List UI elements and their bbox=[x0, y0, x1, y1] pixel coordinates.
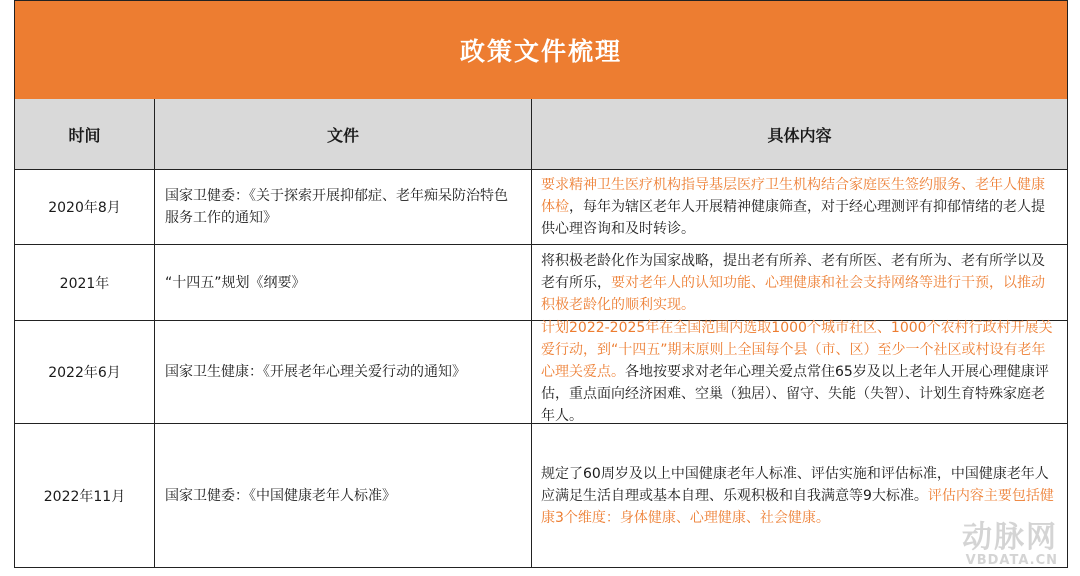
watermark-main: 动脉网 bbox=[962, 520, 1058, 555]
content-highlight: 要对老年人的认知功能、心理健康和社会支持网络等进行干预，以推动积极老龄化的顺利实现。 bbox=[541, 274, 1045, 313]
row-time: 2022年6月 bbox=[15, 321, 155, 423]
row-document: “十四五”规划《纲要》 bbox=[155, 245, 532, 320]
row-document: 国家卫生健康：《开展老年心理关爱行动的通知》 bbox=[155, 321, 532, 423]
table-row bbox=[15, 424, 1067, 568]
header-content: 具体内容 bbox=[767, 125, 832, 145]
policy-table bbox=[14, 0, 1068, 568]
content-highlight: 要求精神卫生医疗机构指导基层医疗卫生机构结合家庭医生签约服务、老年人健康体检 bbox=[541, 176, 1045, 215]
table-row bbox=[15, 169, 1067, 245]
content-text: ，每年为辖区老年人开展精神健康筛查，对于经心理测评有抑郁情绪的老人提供心理咨询和及时转诊。 bbox=[541, 198, 1045, 237]
row-time: 2021年 bbox=[15, 245, 155, 320]
content-text: 各地按要求对老年心理关爱点常住65岁及以上老年人开展心理健康评估，重点面向经济困难、空巢（独居）、留守、失能（失智）、计划生育特殊家庭老年人。 bbox=[541, 364, 1049, 424]
row-time: 2020年8月 bbox=[15, 169, 155, 244]
content-text: 将积极老龄化作为国家战略，提出老有所养、老有所医、老有所为、老有所学以及老有所乐， bbox=[541, 252, 1045, 291]
watermark-sub: VBDATA.CN bbox=[965, 553, 1058, 568]
table-row bbox=[15, 321, 1067, 424]
table-row bbox=[15, 245, 1067, 321]
content-text: 规定了60周岁及以上中国健康老年人标准、评估实施和评估标准，中国健康老年人应满足生活自理或基本自理、乐观积极和自我满意等9大标准。 bbox=[541, 466, 1049, 504]
row-content bbox=[532, 245, 1067, 320]
header-time: 时间 bbox=[15, 99, 155, 169]
row-time: 2022年11月 bbox=[15, 424, 155, 568]
header-document: 文件 bbox=[155, 99, 532, 169]
row-content bbox=[532, 424, 1067, 568]
row-content bbox=[532, 321, 1067, 423]
content-highlight: 计划2022-2025年在全国范围内选取1000个城市社区、1000个农村行政村开展关爱行动，到“十四五”期末原则上全国每个县（市、区）至少一个社区或村设有老年心理关爱点。 bbox=[541, 320, 1053, 380]
row-content bbox=[532, 169, 1067, 244]
table-header-row bbox=[15, 99, 1067, 170]
row-document: 国家卫健委：《中国健康老年人标准》 bbox=[155, 424, 532, 568]
row-document: 国家卫健委：《关于探索开展抑郁症、老年痴呆防治特色服务工作的通知》 bbox=[155, 169, 532, 244]
content-highlight: 评估内容主要包括健康3个维度：身体健康、心理健康、社会健康。 bbox=[541, 488, 1054, 526]
table-title: 政策文件梳理 bbox=[15, 1, 1067, 100]
